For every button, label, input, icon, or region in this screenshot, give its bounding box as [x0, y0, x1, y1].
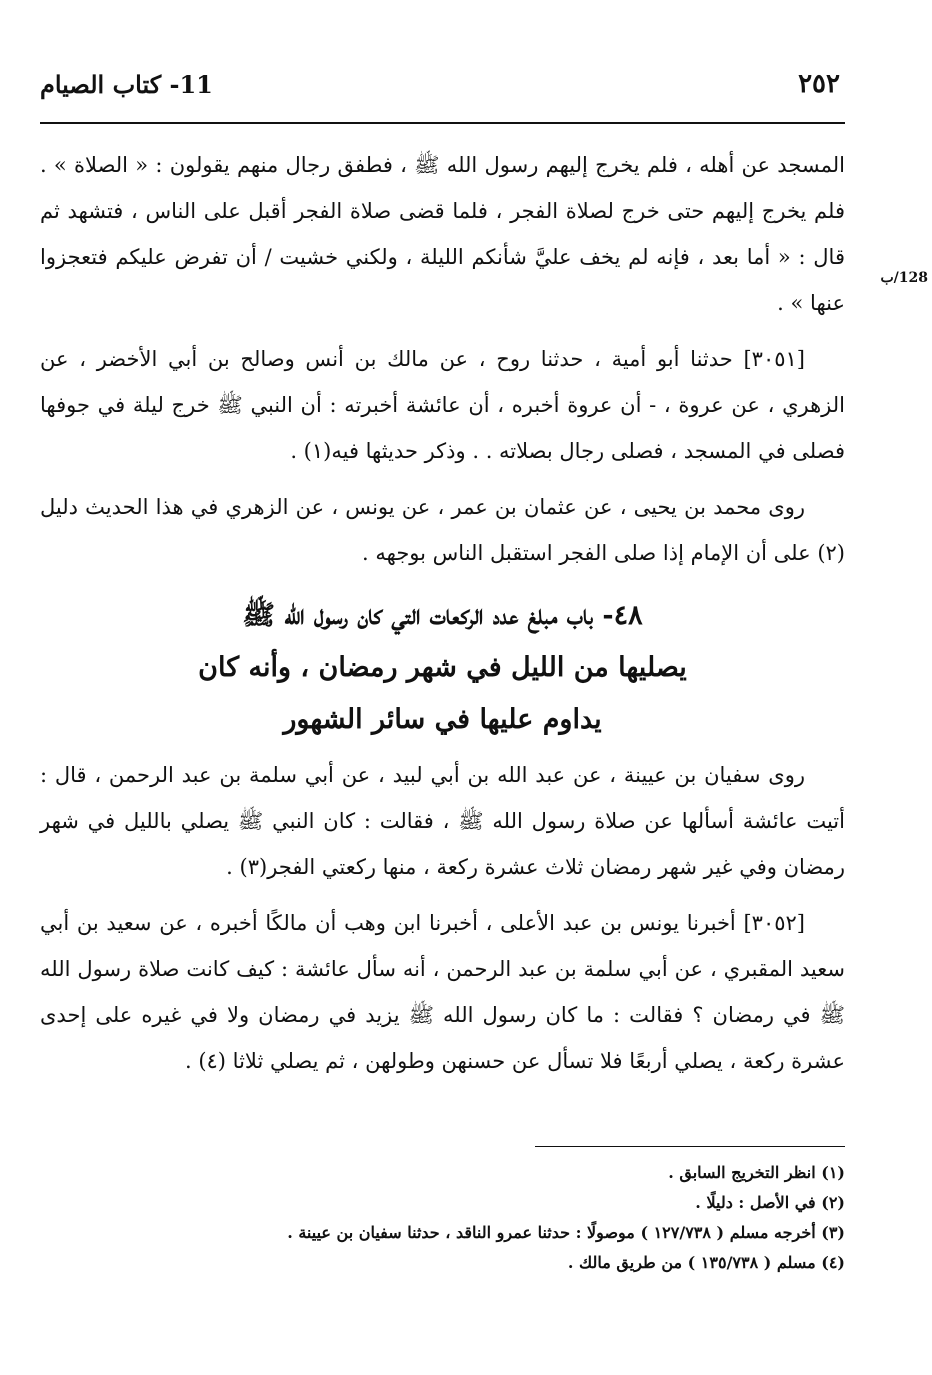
margin-note: 128/ب	[880, 270, 928, 286]
paragraph: روى سفيان بن عيينة ، عن عبد الله بن أبي لبيد ، عن أبي سلمة بن عبد الرحمن ، قال : أتيت عائشة أسألها عن صلاة رسول الله ﷺ ، فقالت : كان النبي ﷺ يصلي بالليل في شهر رمضان وفي غير شهر رمضان ثلاث عشرة ركعة ، منها ركعتي الفجر(٣) .	[40, 763, 845, 879]
footnote: (٢) في الأصل : دليلًا .	[695, 1193, 845, 1212]
paragraph: [٣٠٥١] حدثنا أبو أمية ، حدثنا روح ، عن مالك بن أنس وصالح بن أبي الأخضر ، عن الزهري ، عن عروة ، - أن عروة أخبره ، أن عائشة أخبرته : أن النبي ﷺ خرج ليلة في جوفها فصلى في المسجد ، فصلى رجال بصلاته . . وذكر حديثها فيه(١) .	[40, 347, 845, 463]
footnote-rule	[535, 1146, 845, 1147]
chapter-heading-line: يداوم عليها في سائر الشهور	[283, 704, 602, 735]
page-header	[40, 60, 840, 108]
chapter-heading	[40, 590, 845, 746]
paragraph: روى محمد بن يحيى ، عن عثمان بن عمر ، عن يونس ، عن الزهري في هذا الحديث دليل (٢) على أن الإمام إذا صلى الفجر استقبل الناس بوجهه .	[40, 495, 845, 565]
footnote: (٤) مسلم ( ١٣٥/٧٣٨ ) من طريق مالك .	[567, 1253, 845, 1272]
paragraph: [٣٠٥٢] أخبرنا يونس بن عبد الأعلى ، أخبرنا ابن وهب أن مالكًا أخبره ، عن سعيد بن أبي سعيد المقبري ، عن أبي سلمة بن عبد الرحمن ، أنه سأل عائشة : كيف كانت صلاة رسول الله ﷺ في رمضان ؟ فقالت : ما كان رسول الله ﷺ يزيد في رمضان ولا في غيره على إحدى عشرة ركعة ، يصلي أربعًا فلا تسأل عن حسنهن وطولهن ، ثم يصلي ثلاثا (٤) .	[40, 911, 845, 1073]
footnote: (١) انظر التخريج السابق .	[668, 1163, 845, 1182]
footnote: (٣) أخرجه مسلم ( ١٢٧/٧٣٨ ) موصولًا : حدثنا عمرو الناقد ، حدثنا سفيان بن عيينة .	[287, 1223, 845, 1242]
footnotes	[40, 1158, 845, 1278]
chapter-heading-line: يصليها من الليل في شهر رمضان ، وأنه كان	[198, 652, 687, 683]
header-rule	[40, 122, 845, 124]
page-number: ٢٥٢	[798, 69, 840, 99]
main-text	[40, 142, 845, 1094]
chapter-heading-line: ٤٨- باب مبلغ عدد الركعات التي كان رسول الله ﷺ	[242, 600, 643, 631]
paragraph: المسجد عن أهله ، فلم يخرج إليهم رسول الله ﷺ ، فطفق رجال منهم يقولون : « الصلاة » . فلم يخرج إليهم حتى خرج لصلاة الفجر ، فلما قضى صلاة الفجر أقبل على الناس ، فتشهد ثم قال : « أما بعد ، فإنه لم يخف عليَّ شأنكم الليلة ، ولكني خشيت / أن تفرض عليكم فتعجزوا عنها » .	[40, 153, 845, 315]
chapter-title: 11- كتاب الصيام	[40, 69, 213, 99]
